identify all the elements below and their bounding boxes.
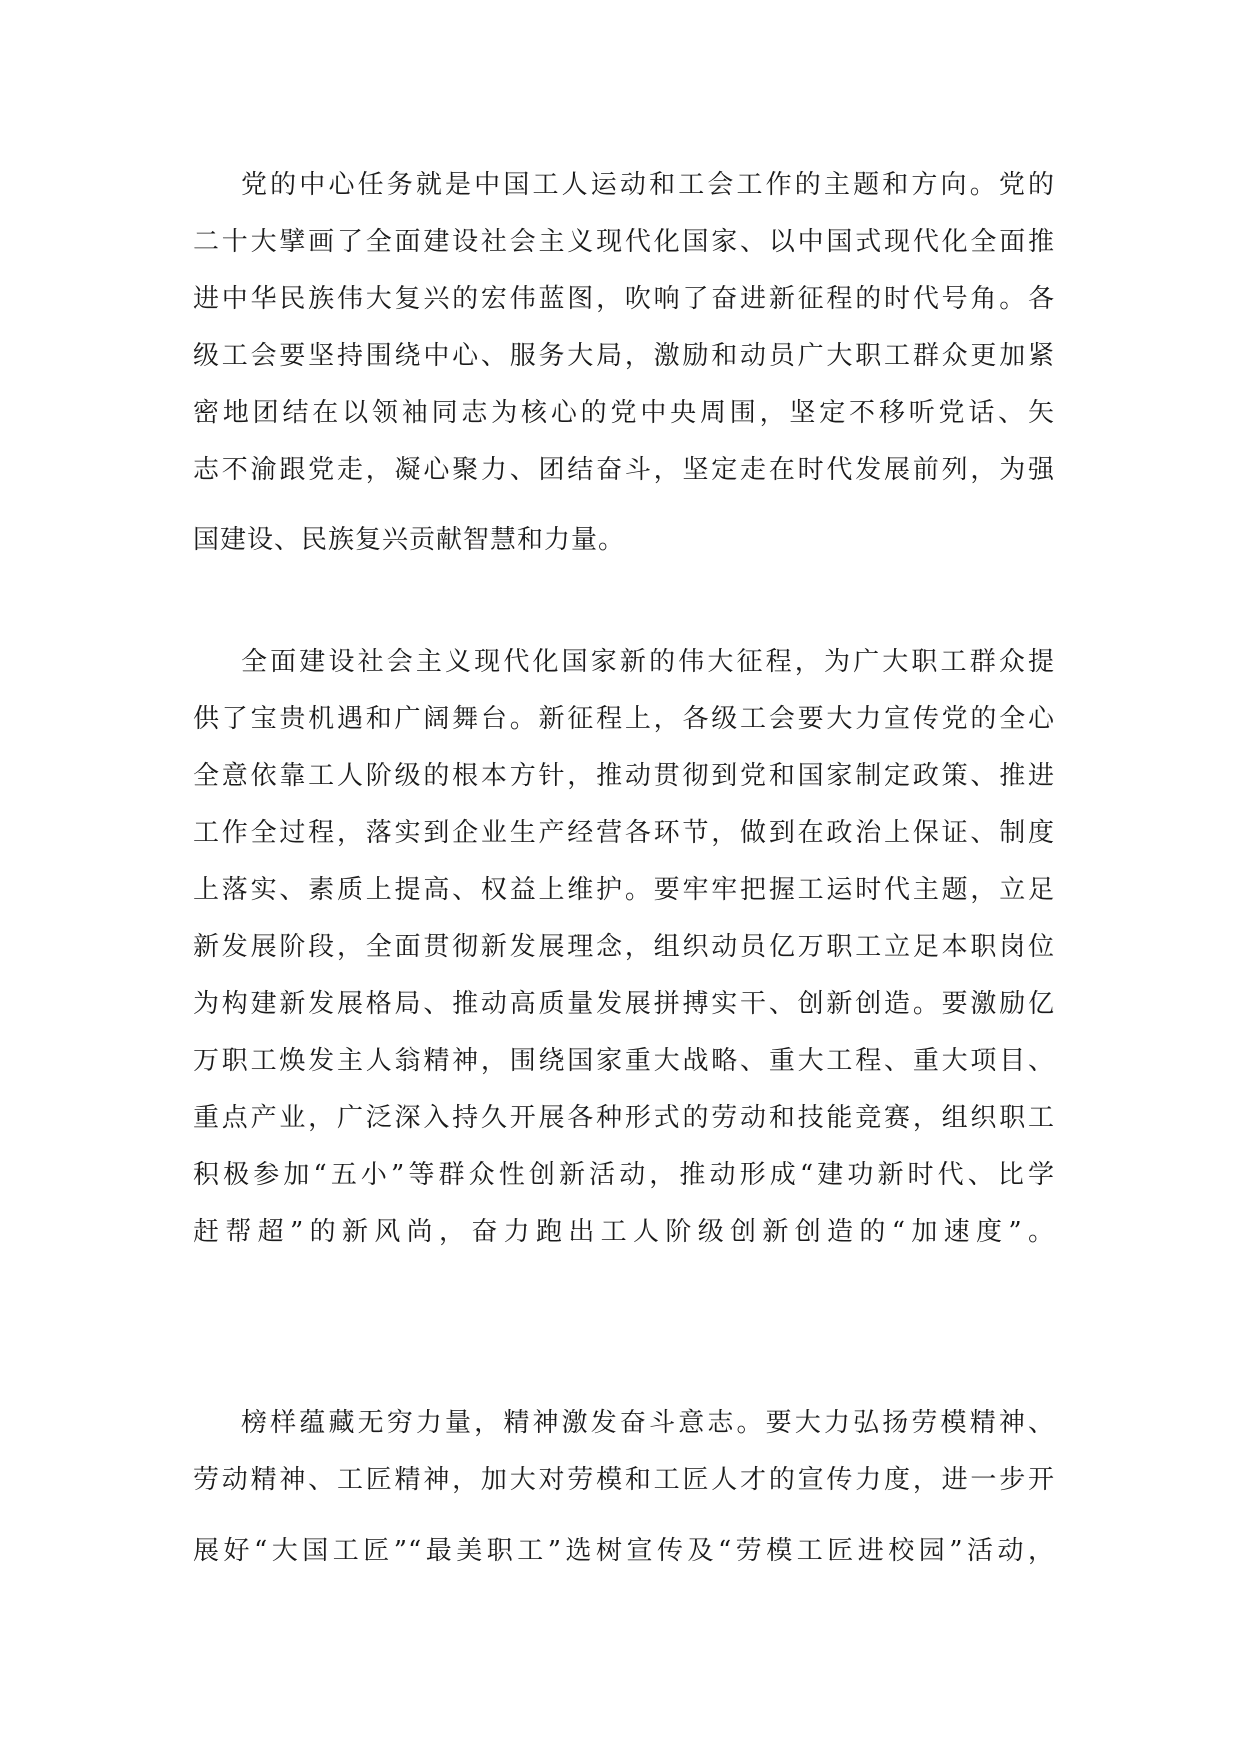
- paragraph-line: 工作全过程，落实到企业生产经营各环节，做到在政治上保证、制度: [193, 818, 1055, 848]
- paragraph-line: 重点产业，广泛深入持久开展各种形式的劳动和技能竞赛，组织职工: [193, 1103, 1055, 1133]
- paragraph-line: 展好“大国工匠”“最美职工”选树宣传及“劳模工匠进校园”活动，: [193, 1536, 1055, 1566]
- paragraph-line: 二十大擘画了全面建设社会主义现代化国家、以中国式现代化全面推: [193, 227, 1055, 257]
- paragraph-line: 进中华民族伟大复兴的宏伟蓝图，吹响了奋进新征程的时代号角。各: [193, 284, 1055, 314]
- paragraph-line: 积极参加“五小”等群众性创新活动，推动形成“建功新时代、比学: [193, 1160, 1055, 1190]
- paragraph-line: 供了宝贵机遇和广阔舞台。新征程上，各级工会要大力宣传党的全心: [193, 704, 1055, 734]
- paragraph-line: 劳动精神、工匠精神，加大对劳模和工匠人才的宣传力度，进一步开: [193, 1465, 1055, 1495]
- paragraph-line: 上落实、素质上提高、权益上维护。要牢牢把握工运时代主题，立足: [193, 875, 1055, 905]
- paragraph-line: [193, 1285, 1055, 1321]
- paragraph-line: 级工会要坚持围绕中心、服务大局，激励和动员广大职工群众更加紧: [193, 341, 1055, 371]
- paragraph-line: 密地团结在以领袖同志为核心的党中央周围，坚定不移听党话、矢: [193, 398, 1055, 428]
- paragraph-line: 新发展阶段，全面贯彻新发展理念，组织动员亿万职工立足本职岗位: [193, 932, 1055, 962]
- paragraph-line: 赶帮超”的新风尚，奋力跑出工人阶级创新创造的“加速度”。: [193, 1217, 1055, 1247]
- paragraph-line: 党的中心任务就是中国工人运动和工会工作的主题和方向。党的: [241, 170, 1055, 200]
- paragraph-line: 全意依靠工人阶级的根本方针，推动贯彻到党和国家制定政策、推进: [193, 761, 1055, 791]
- paragraph-line: 榜样蕴藏无穷力量，精神激发奋斗意志。要大力弘扬劳模精神、: [241, 1408, 1055, 1438]
- paragraph-line: 志不渝跟党走，凝心聚力、团结奋斗，坚定走在时代发展前列，为强: [193, 455, 1055, 485]
- paragraph-line: 全面建设社会主义现代化国家新的伟大征程，为广大职工群众提: [241, 647, 1055, 677]
- paragraph-line: 万职工焕发主人翁精神，围绕国家重大战略、重大工程、重大项目、: [193, 1046, 1055, 1076]
- paragraph-line: 为构建新发展格局、推动高质量发展拼搏实干、创新创造。要激励亿: [193, 989, 1055, 1019]
- paragraph-line: 国建设、民族复兴贡献智慧和力量。: [193, 525, 626, 555]
